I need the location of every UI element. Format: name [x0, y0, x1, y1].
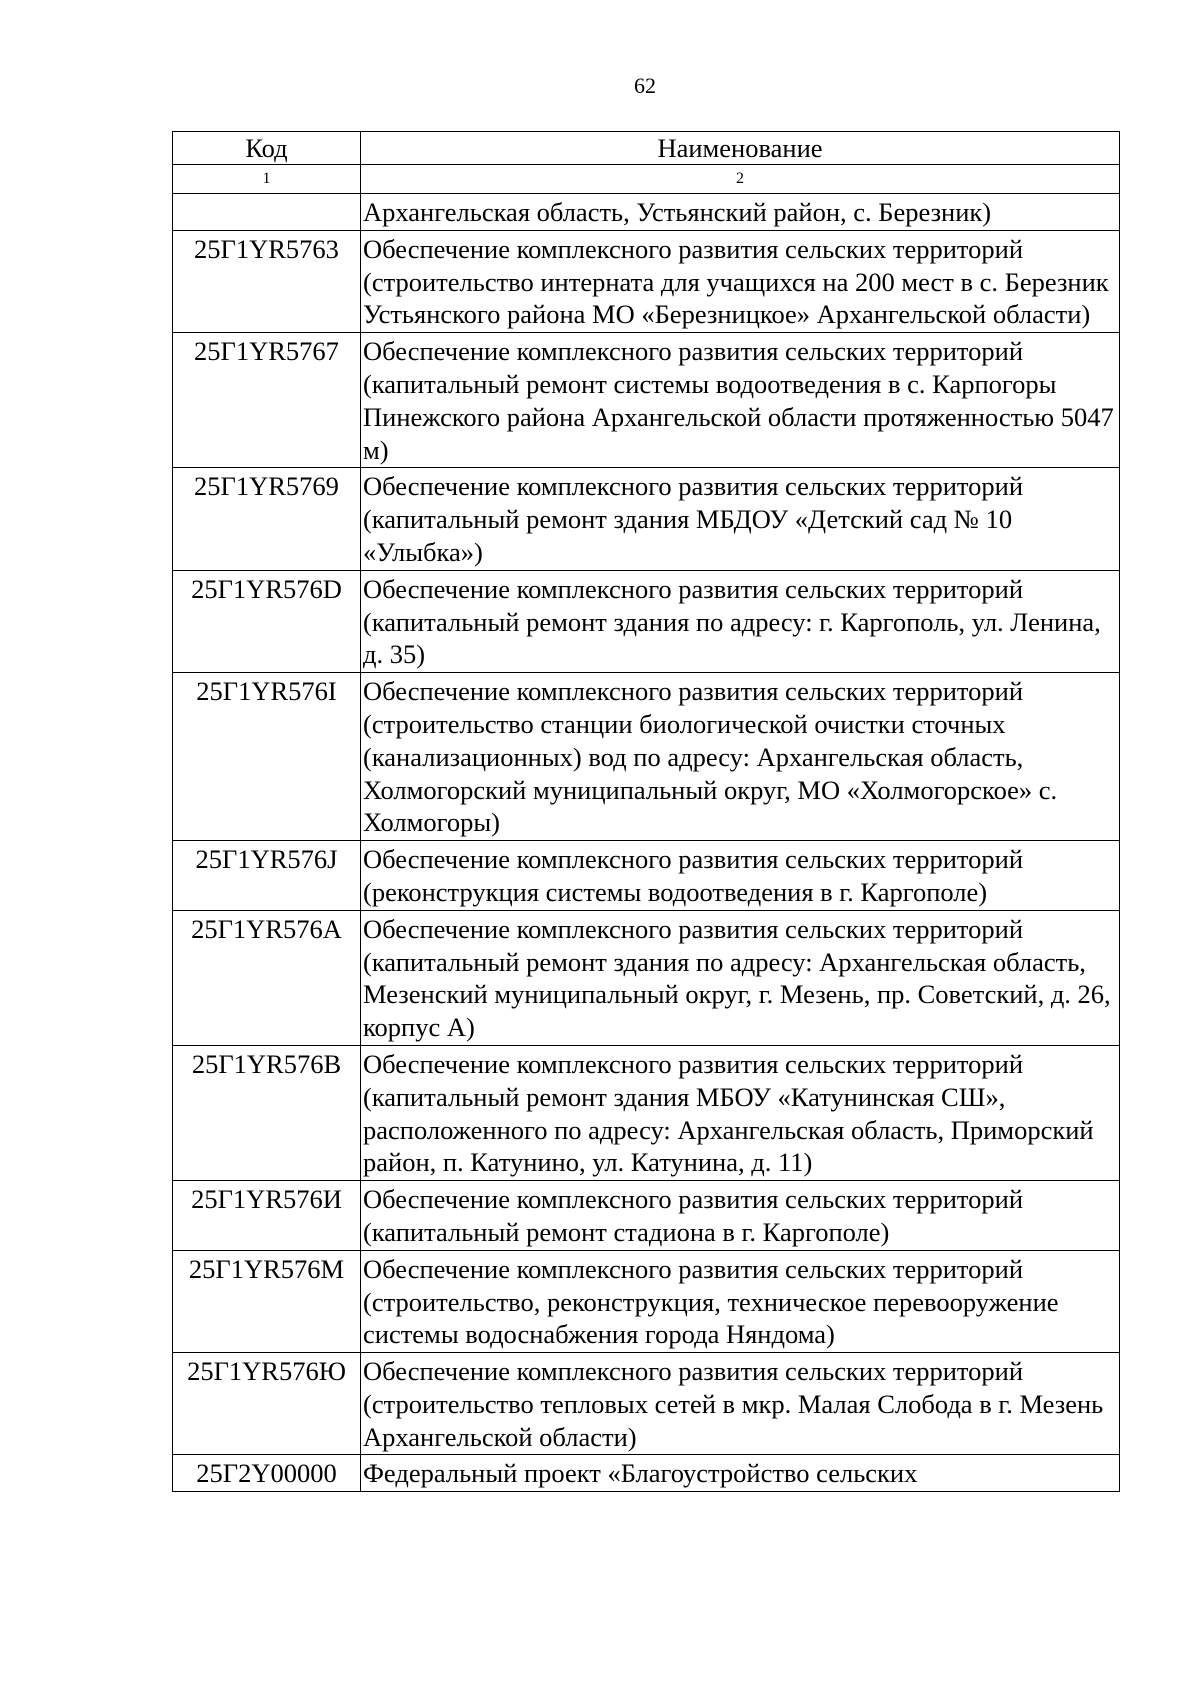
row-code — [173, 194, 361, 231]
table-row — [173, 333, 1120, 468]
row-name: Федеральный проект «Благоустройство сельских — [361, 1455, 1120, 1492]
table-row — [173, 230, 1120, 332]
table-row — [173, 673, 1120, 841]
table-row — [173, 194, 1120, 231]
row-code: 25Г2Y00000 — [173, 1455, 361, 1492]
table-row — [173, 841, 1120, 911]
row-code: 25Г1YR576J — [173, 841, 361, 911]
row-name: Обеспечение комплексного развития сельских территорий (капитальный ремонт стадиона в г. Каргополе) — [361, 1181, 1120, 1251]
row-code: 25Г1YR576D — [173, 570, 361, 672]
column-number-name: 2 — [361, 165, 1120, 194]
row-code: 25Г1YR576Ю — [173, 1353, 361, 1455]
table-row — [173, 1250, 1120, 1352]
table-row — [173, 1455, 1120, 1492]
code-table — [172, 131, 1120, 1492]
row-code: 25Г1YR576M — [173, 1250, 361, 1352]
row-code: 25Г1YR576И — [173, 1181, 361, 1251]
row-name: Обеспечение комплексного развития сельских территорий (капитальный ремонт здания по адресу: Архангельская область, Мезенский муниципальный округ, г. Мезень, пр. Советский, д. 26, корпус А) — [361, 910, 1120, 1045]
row-name: Архангельская область, Устьянский район, с. Березник) — [361, 194, 1120, 231]
header-code: Код — [173, 132, 361, 165]
row-name: Обеспечение комплексного развития сельских территорий (капитальный ремонт здания по адресу: г. Каргополь, ул. Ленина, д. 35) — [361, 570, 1120, 672]
table-row — [173, 1353, 1120, 1455]
row-name: Обеспечение комплексного развития сельских территорий (капитальный ремонт системы водоотведения в с. Карпогоры Пинежского района Архангельской области протяженностью 5047 м) — [361, 333, 1120, 468]
column-number-code: 1 — [173, 165, 361, 194]
row-name: Обеспечение комплексного развития сельских территорий (капитальный ремонт здания МБОУ «Катунинская СШ», расположенного по адресу: Архангельская область, Приморский район, п. Катунино, ул. Катунина, д. 11) — [361, 1045, 1120, 1180]
table-row — [173, 1045, 1120, 1180]
row-code: 25Г1YR5767 — [173, 333, 361, 468]
row-code: 25Г1YR5763 — [173, 230, 361, 332]
row-code: 25Г1YR576A — [173, 910, 361, 1045]
table-row — [173, 1181, 1120, 1251]
table-row — [173, 468, 1120, 570]
row-name: Обеспечение комплексного развития сельских территорий (реконструкция системы водоотведения в г. Каргополе) — [361, 841, 1120, 911]
table-row — [173, 910, 1120, 1045]
row-name: Обеспечение комплексного развития сельских территорий (строительство тепловых сетей в мкр. Малая Слобода в г. Мезень Архангельской области) — [361, 1353, 1120, 1455]
row-code: 25Г1YR5769 — [173, 468, 361, 570]
column-number-row — [173, 165, 1120, 194]
row-name: Обеспечение комплексного развития сельских территорий (капитальный ремонт здания МБДОУ «Детский сад № 10 «Улыбка») — [361, 468, 1120, 570]
page-number: 62 — [634, 73, 656, 98]
row-code: 25Г1YR576B — [173, 1045, 361, 1180]
table-row — [173, 570, 1120, 672]
row-code: 25Г1YR576I — [173, 673, 361, 841]
table-header-row — [173, 132, 1120, 165]
row-name: Обеспечение комплексного развития сельских территорий (строительство станции биологической очистки сточных (канализационных) вод по адресу: Архангельская область, Холмогорский муниципальный округ, МО «Холмогорское» с. Холмогоры) — [361, 673, 1120, 841]
header-name: Наименование — [361, 132, 1120, 165]
row-name: Обеспечение комплексного развития сельских территорий (строительство, реконструкция, техническое перевооружение системы водоснабжения города Няндома) — [361, 1250, 1120, 1352]
row-name: Обеспечение комплексного развития сельских территорий (строительство интерната для учащихся на 200 мест в с. Березник Устьянского района МО «Березницкое» Архангельской области) — [361, 230, 1120, 332]
